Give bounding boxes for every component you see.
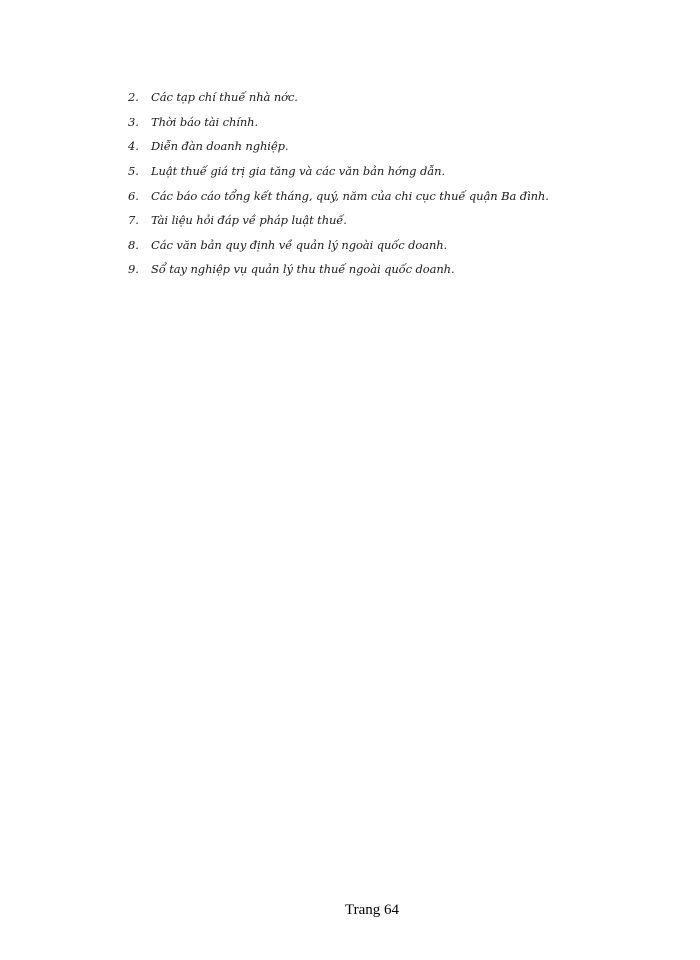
- reference-list: [128, 85, 549, 282]
- reference-number: 9.: [128, 262, 139, 277]
- reference-text: Các văn bản quy định về quản lý ngoài quốc doanh.: [151, 237, 448, 252]
- reference-item: [128, 159, 549, 184]
- reference-number: 4.: [128, 139, 139, 154]
- reference-number: 8.: [128, 237, 139, 252]
- reference-text: Thời báo tài chính.: [151, 114, 259, 129]
- reference-item: [128, 233, 549, 258]
- reference-number: 6.: [128, 188, 139, 203]
- reference-item: [128, 183, 549, 208]
- reference-text: Các tạp chí thuế nhà nớc.: [151, 90, 298, 105]
- page-footer: [0, 902, 700, 919]
- reference-text: Diễn đàn doanh nghiệp.: [151, 139, 289, 154]
- reference-number: 3.: [128, 114, 139, 129]
- reference-text: Tài liệu hỏi đáp về pháp luật thuế.: [151, 213, 347, 228]
- reference-text: Luật thuế giá trị gia tăng và các văn bản hớng dẫn.: [151, 164, 446, 179]
- page-number: Trang 64: [344, 902, 400, 918]
- reference-number: 5.: [128, 164, 139, 179]
- reference-text: Các báo cáo tổng kết tháng, quý, năm của chi cục thuế quận Ba đình.: [151, 188, 549, 203]
- reference-item: [128, 110, 549, 135]
- reference-number: 7.: [128, 213, 139, 228]
- reference-item: [128, 208, 549, 233]
- reference-item: [128, 257, 549, 282]
- reference-item: [128, 134, 549, 159]
- reference-number: 2.: [128, 90, 139, 105]
- reference-item: [128, 85, 549, 110]
- reference-text: Sổ tay nghiệp vụ quản lý thu thuế ngoài quốc doanh.: [151, 262, 455, 277]
